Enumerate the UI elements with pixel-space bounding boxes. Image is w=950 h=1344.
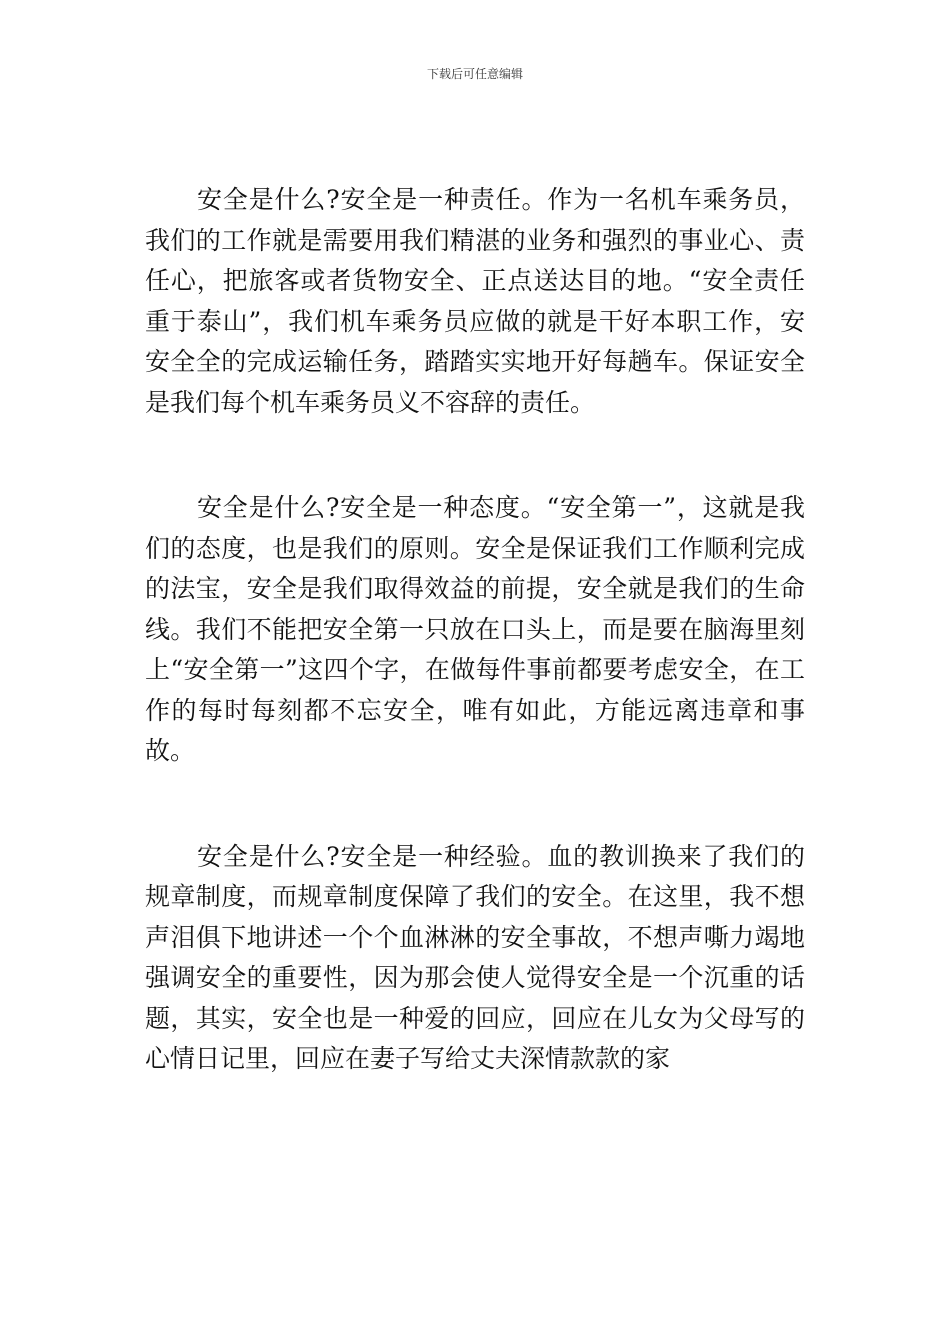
paragraph-responsibility: 安全是什么?安全是一种责任。作为一名机车乘务员，我们的工作就是需要用我们精湛的业务和强烈的事业心、责任心，把旅客或者货物安全、正点送达目的地。“安全责任重于泰山”，我们机车乘务员应做的就是干好本职工作，安安全全的完成运输任务，踏踏实实地开好每趟车。保证安全是我们每个机车乘务员义不容辞的责任。 [145, 185, 805, 417]
paragraph-attitude: 安全是什么?安全是一种态度。“安全第一”，这就是我们的态度，也是我们的原则。安全是保证我们工作顺利完成的法宝，安全是我们取得效益的前提，安全就是我们的生命线。我们不能把安全第一只放在口头上，而是要在脑海里刻上“安全第一”这四个字，在做每件事前都要考虑安全，在工作的每时每刻都不忘安全，唯有如此，方能远离违章和事故。 [145, 493, 805, 765]
header-note: 下载后可任意编辑 [426, 67, 523, 81]
document-body [145, 180, 805, 1080]
paragraph-experience: 安全是什么?安全是一种经验。血的教训换来了我们的规章制度，而规章制度保障了我们的安全。在这里，我不想声泪俱下地讲述一个个血淋淋的安全事故，不想声嘶力竭地强调安全的重要性，因为那会使人觉得安全是一个沉重的话题，其实，安全也是一种爱的回应，回应在儿女为父母写的心情日记里，回应在妻子写给丈夫深情款款的家 [145, 841, 805, 1073]
